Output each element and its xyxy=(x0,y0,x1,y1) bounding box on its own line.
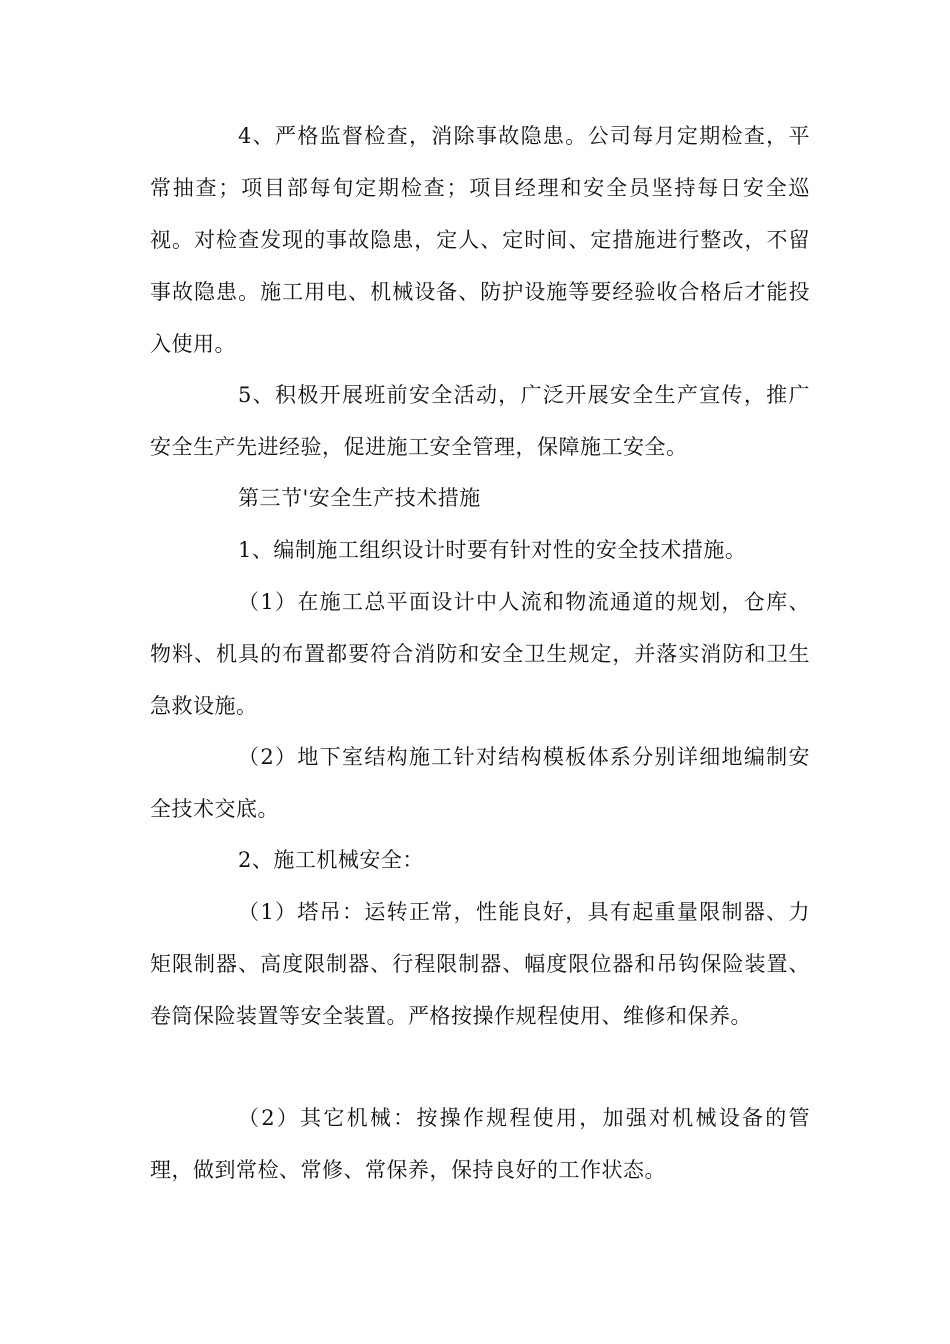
paragraph-other-machinery: （2）其它机械：按操作规程使用，加强对机械设备的管理，做到常检、常修、常保养，保持良好的工作状态。 xyxy=(150,1106,810,1182)
paragraph-tower-crane: （1）塔吊：运转正常，性能良好，具有起重量限制器、力矩限制器、高度限制器、行程限制器、幅度限位器和吊钩保险装置、卷筒保险装置等安全装置。严格按操作规程使用、维修和保养。 xyxy=(150,900,810,1028)
paragraph-inspection: 4、严格监督检查，消除事故隐患。公司每月定期检查，平常抽查；项目部每旬定期检查；项目经理和安全员坚持每日安全巡视。对检查发现的事故隐患，定人、定时间、定措施进行整改，不留事故隐患。施工用电、机械设备、防护设施等要经验收合格后才能投入使用。 xyxy=(150,124,810,356)
paragraph-machinery-safety: 2、施工机械安全： xyxy=(238,848,424,872)
paragraph-basement-structure: （2）地下室结构施工针对结构模板体系分别详细地编制安全技术交底。 xyxy=(150,745,810,821)
section-heading: 第三节'安全生产技术措施 xyxy=(238,486,481,510)
paragraph-technical-measures: 1、编制施工组织设计时要有针对性的安全技术措施。 xyxy=(238,538,747,562)
paragraph-site-layout: （1）在施工总平面设计中人流和物流通道的规划，仓库、物料、机具的布置都要符合消防和安全卫生规定，并落实消防和卫生急救设施。 xyxy=(150,590,810,718)
paragraph-safety-activities: 5、积极开展班前安全活动，广泛开展安全生产宣传，推广安全生产先进经验，促进施工安全管理，保障施工安全。 xyxy=(150,383,810,459)
